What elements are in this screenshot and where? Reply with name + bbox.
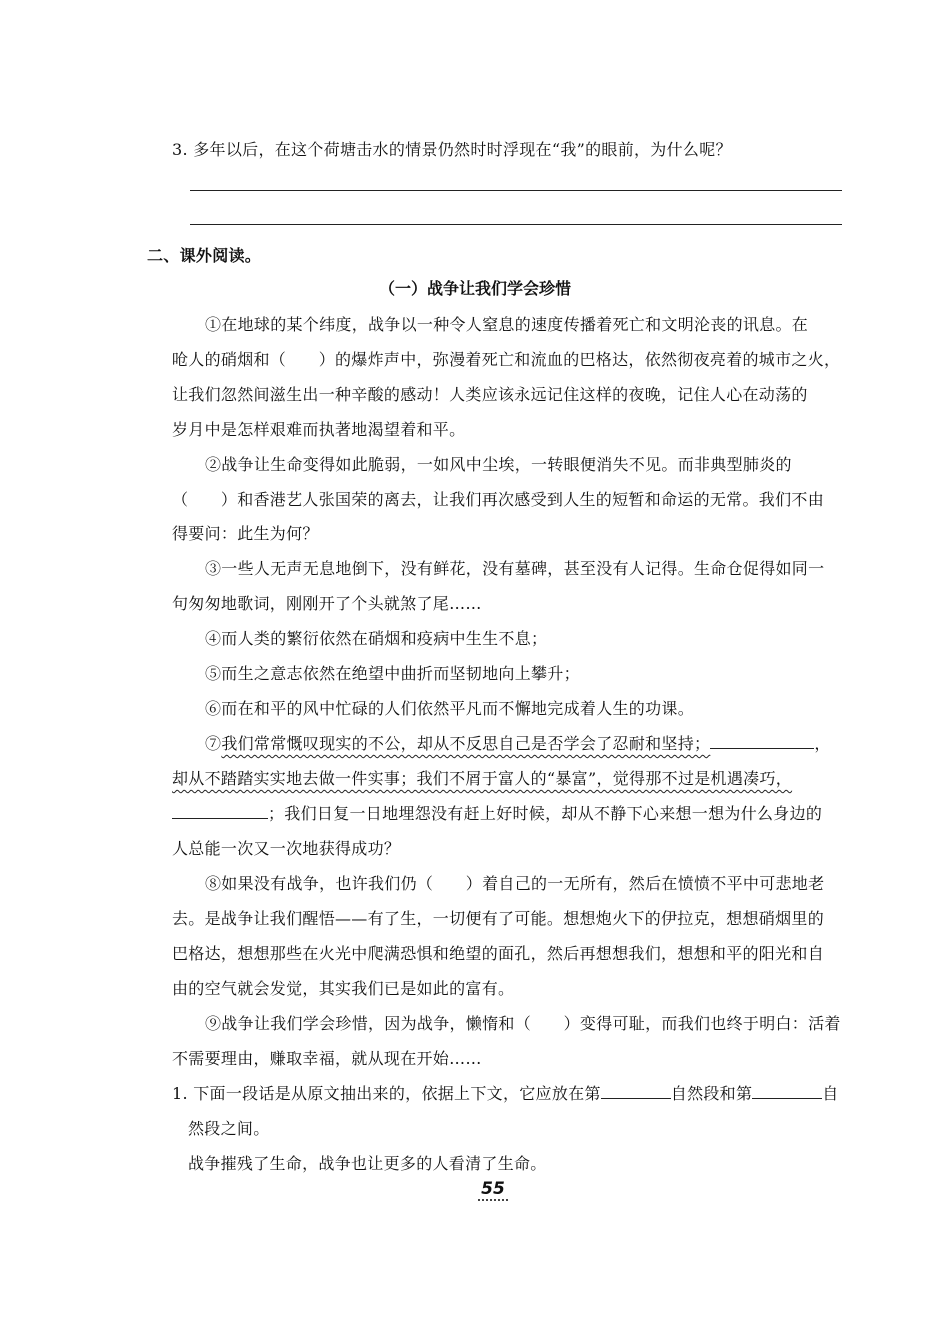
paragraph-line: 去。是战争让我们醒悟——有了生，一切便有了可能。想想炮火下的伊拉克，想想硝烟里的 (172, 909, 825, 928)
paragraph-line: 由的空气就会发觉，其实我们已是如此的富有。 (172, 979, 515, 998)
section-heading: 二、课外阅读。 (147, 246, 262, 265)
answer-line[interactable] (190, 224, 842, 225)
paragraph-7-line-1 (205, 731, 831, 754)
wavy-underlined-text: 我们常常慨叹现实的不公，却从不反思自己是否学会了忍耐和坚持； (221, 734, 711, 753)
question-3: 3. 多年以后，在这个荷塘击水的情景仍然时时浮现在“我”的眼前，为什么呢？ (172, 140, 732, 159)
paragraph-text: ；我们日复一日地埋怨没有赶上好时候，却从不静下心来想一想为什么身边的 (268, 804, 823, 823)
paragraph-7-line-3 (172, 801, 822, 824)
paragraph-line: ⑨战争让我们学会珍惜，因为战争，懒惰和（ ）变得可耻，而我们也终于明白：活着 (205, 1014, 841, 1033)
question-text: 自 (822, 1084, 839, 1103)
fill-in-blank[interactable] (172, 817, 268, 819)
paragraph-line: 句匆匆地歌词，刚刚开了个头就煞了尾…… (172, 594, 482, 613)
fill-in-blank[interactable] (710, 747, 814, 749)
article-title: （一）战争让我们学会珍惜 (378, 279, 571, 298)
paragraph-line: ④而人类的繁衍依然在硝烟和疫病中生生不息； (205, 629, 548, 648)
answer-line[interactable] (190, 190, 842, 191)
paragraph-line: ①在地球的某个纬度，战争以一种令人窒息的速度传播着死亡和文明沦丧的讯息。在 (205, 315, 809, 334)
paragraph-line: 得要问：此生为何？ (172, 524, 319, 543)
paragraph-line: ⑧如果没有战争，也许我们仍（ ）着自己的一无所有，然后在愤愤不平中可悲地老 (205, 874, 825, 893)
paragraph-line: 呛人的硝烟和（ ）的爆炸声中，弥漫着死亡和流血的巴格达，依然彻夜亮着的城市之火， (172, 350, 841, 369)
question-line: 然段之间。 (188, 1119, 270, 1138)
paragraph-line: 巴格达，想想那些在火光中爬满恐惧和绝望的面孔，然后再想想我们，想想和平的阳光和自 (172, 944, 825, 963)
punctuation: ， (814, 734, 831, 753)
paragraph-7-line-2 (172, 766, 792, 789)
fill-in-blank[interactable] (752, 1097, 822, 1099)
paragraph-line: ②战争让生命变得如此脆弱，一如风中尘埃，一转眼便消失不见。而非典型肺炎的 (205, 455, 792, 474)
paragraph-line: ⑥而在和平的风中忙碌的人们依然平凡而不懈地完成着人生的功课。 (205, 699, 695, 718)
paragraph-line: （ ）和香港艺人张国荣的离去，让我们再次感受到人生的短暂和命运的无常。我们不由 (172, 490, 825, 509)
paragraph-line: ③一些人无声无息地倒下，没有鲜花，没有墓碑，甚至没有人记得。生命仓促得如同一 (205, 559, 825, 578)
paragraph-line: 不需要理由，赚取幸福，就从现在开始…… (172, 1049, 482, 1068)
fill-in-blank[interactable] (601, 1097, 671, 1099)
paragraph-line: 岁月中是怎样艰难而执著地渴望着和平。 (172, 420, 466, 439)
paragraph-number: ⑦ (205, 734, 222, 753)
quote-sentence: 战争摧残了生命，战争也让更多的人看清了生命。 (188, 1154, 547, 1173)
question-text: 自然段和第 (670, 1084, 753, 1103)
question-1 (172, 1081, 839, 1104)
wavy-underlined-text: 却从不踏踏实实地去做一件实事；我们不屑于富人的“暴富”，觉得那不过是机遇凑巧， (172, 769, 793, 788)
paragraph-line: 人总能一次又一次地获得成功？ (172, 839, 401, 858)
question-text: 1. 下面一段话是从原文抽出来的，依据上下文，它应放在第 (172, 1084, 601, 1103)
page-number: 55 (476, 1176, 510, 1202)
paragraph-line: ⑤而生之意志依然在绝望中曲折而坚韧地向上攀升； (205, 664, 580, 683)
paragraph-line: 让我们忽然间滋生出一种辛酸的感动！人类应该永远记住这样的夜晚，记住人心在动荡的 (172, 385, 808, 404)
